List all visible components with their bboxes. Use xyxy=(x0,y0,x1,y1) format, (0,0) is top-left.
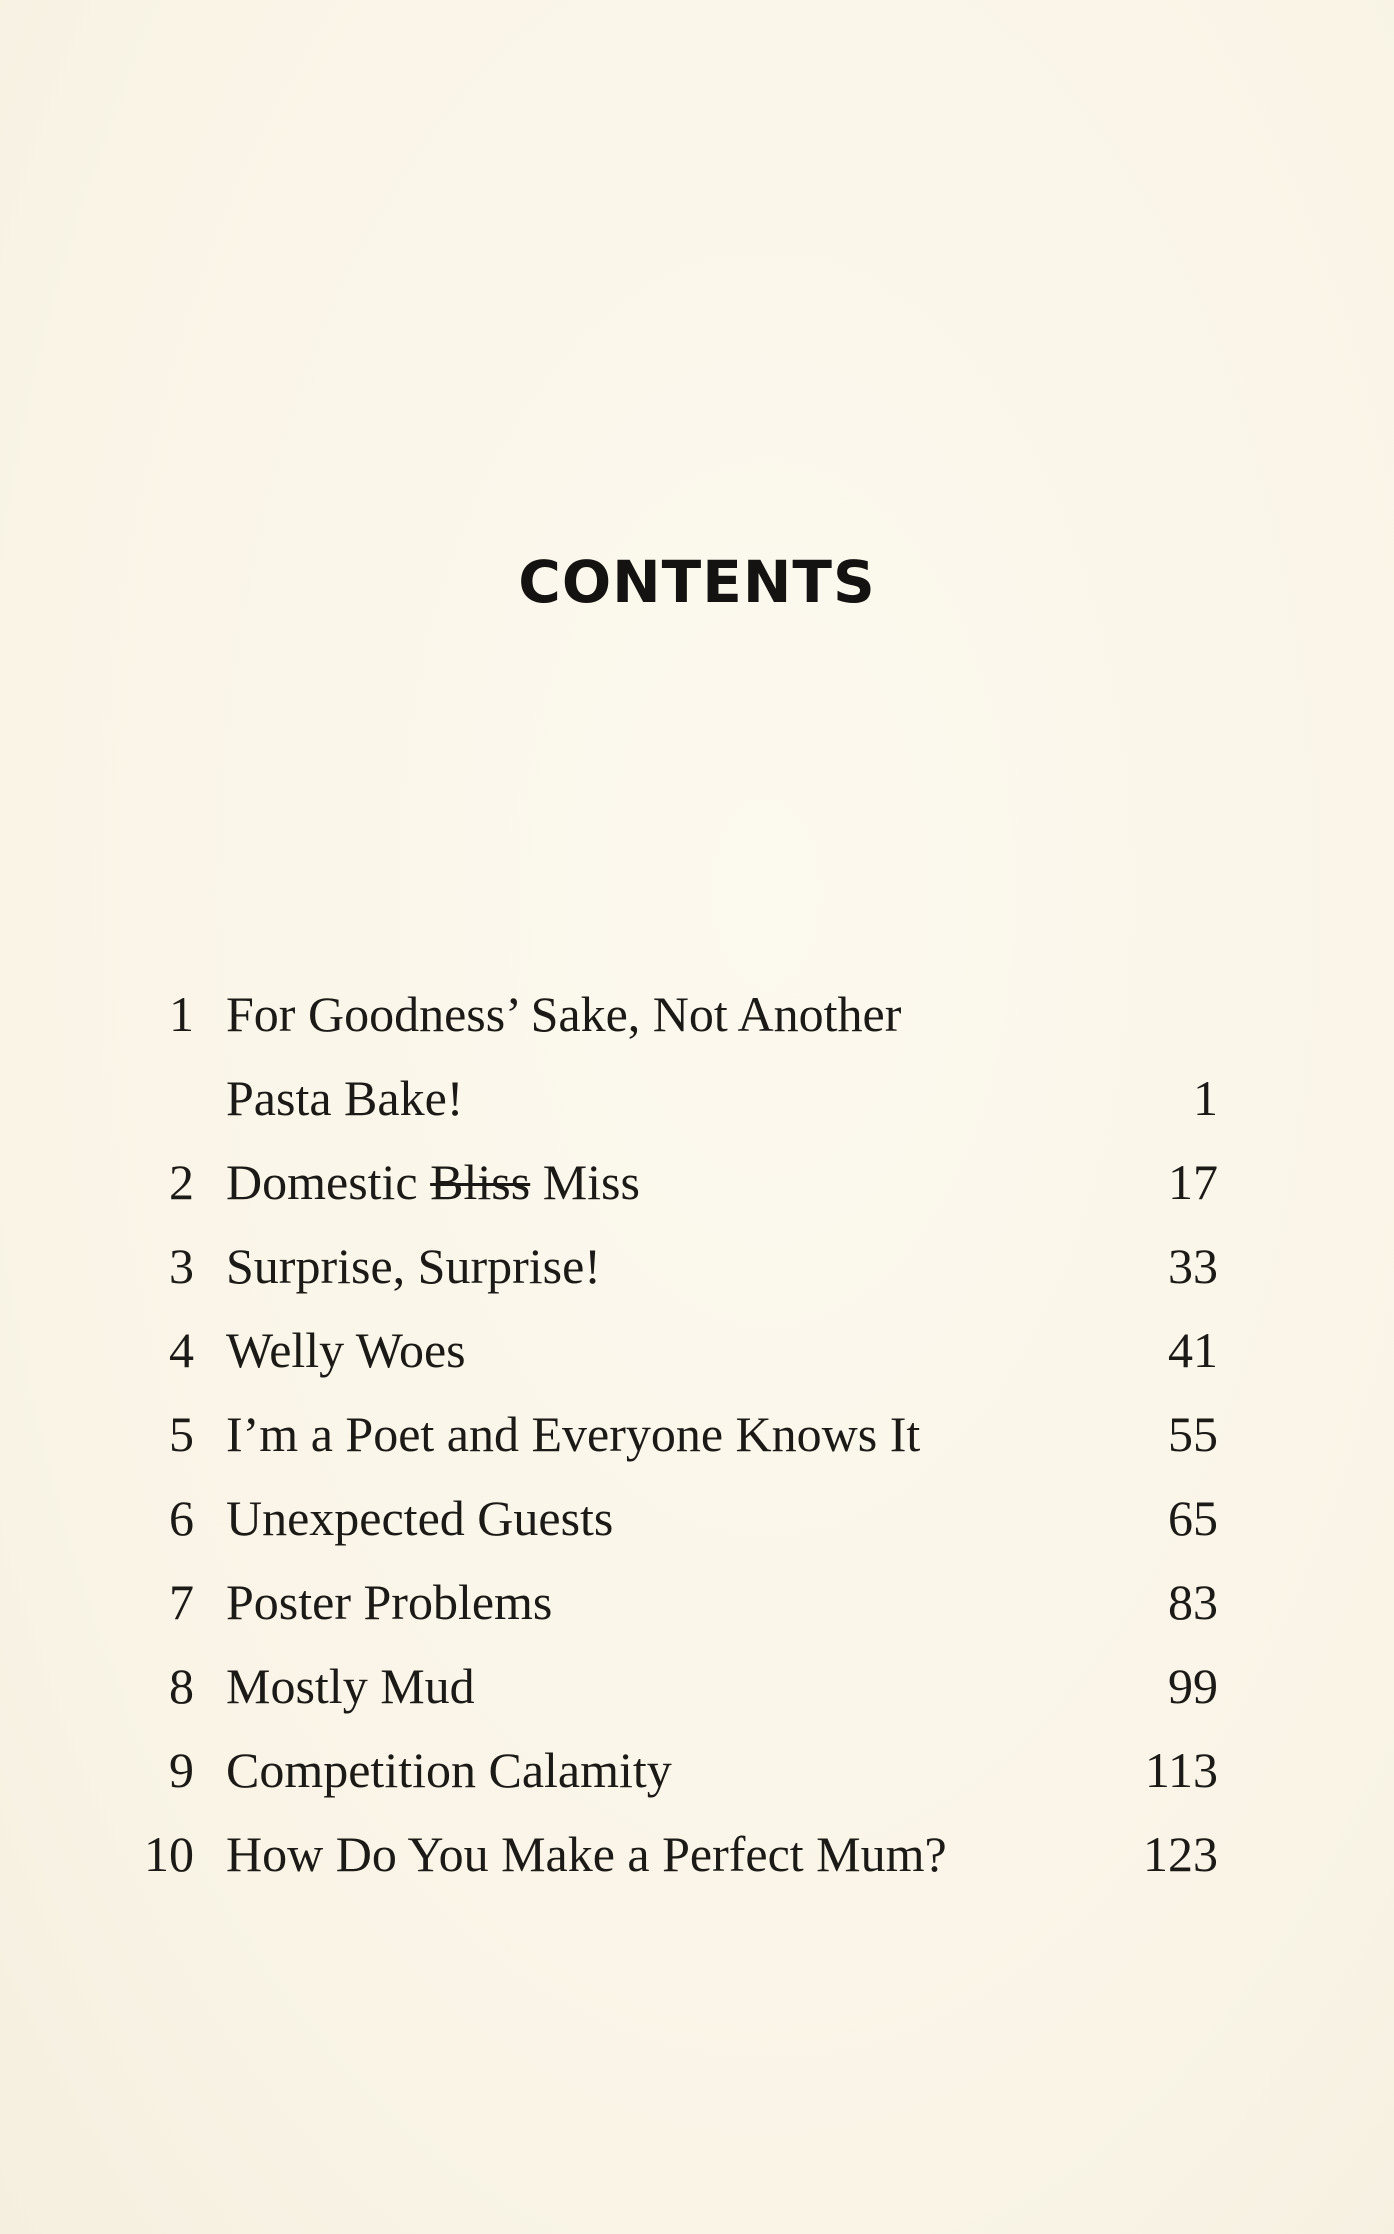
chapter-page-number: 99 xyxy=(1168,1658,1218,1714)
chapter-title-prefix: Domestic xyxy=(226,1154,431,1210)
chapter-title-suffix: Miss xyxy=(530,1154,640,1210)
chapter-title-struck-word: Bliss xyxy=(430,1154,531,1210)
chapter-page-number: 83 xyxy=(1168,1574,1218,1630)
chapter-number: 7 xyxy=(169,1574,194,1630)
chapter-title: How Do You Make a Perfect Mum? xyxy=(226,1826,947,1882)
toc-entry-2 xyxy=(138,1140,1218,1224)
chapter-title: Poster Problems xyxy=(226,1574,553,1630)
toc-entry-5 xyxy=(138,1392,1218,1476)
toc-entry-1 xyxy=(138,972,1218,1056)
chapter-number: 10 xyxy=(144,1826,194,1882)
chapter-page-number: 55 xyxy=(1168,1406,1218,1462)
toc-entry-9 xyxy=(138,1728,1218,1812)
toc-entry-7 xyxy=(138,1560,1218,1644)
toc-entry-10 xyxy=(138,1812,1218,1896)
toc-entry-6 xyxy=(138,1476,1218,1560)
table-of-contents xyxy=(138,972,1218,1896)
chapter-page-number: 1 xyxy=(1193,1070,1218,1126)
chapter-title: Surprise, Surprise! xyxy=(226,1238,601,1294)
chapter-title xyxy=(226,1140,640,1224)
chapter-number: 1 xyxy=(169,986,194,1042)
chapter-title: Unexpected Guests xyxy=(226,1490,614,1546)
chapter-title-continued: Pasta Bake! xyxy=(226,1070,464,1126)
chapter-title: For Goodness’ Sake, Not Another xyxy=(226,986,902,1042)
chapter-page-number: 41 xyxy=(1168,1322,1218,1378)
chapter-number: 4 xyxy=(169,1322,194,1378)
chapter-number: 3 xyxy=(169,1238,194,1294)
chapter-number: 9 xyxy=(169,1742,194,1798)
chapter-number: 2 xyxy=(169,1154,194,1210)
toc-entry-1-continued xyxy=(138,1056,1218,1140)
chapter-page-number: 123 xyxy=(1143,1826,1218,1882)
toc-entry-3 xyxy=(138,1224,1218,1308)
chapter-number: 6 xyxy=(169,1490,194,1546)
chapter-title: Mostly Mud xyxy=(226,1658,475,1714)
toc-entry-4 xyxy=(138,1308,1218,1392)
page-title: CONTENTS xyxy=(518,548,876,616)
chapter-page-number: 33 xyxy=(1168,1238,1218,1294)
chapter-page-number: 17 xyxy=(1168,1154,1218,1210)
chapter-number: 8 xyxy=(169,1658,194,1714)
chapter-number: 5 xyxy=(169,1406,194,1462)
chapter-title: I’m a Poet and Everyone Knows It xyxy=(226,1406,921,1462)
chapter-title: Welly Woes xyxy=(226,1322,466,1378)
chapter-page-number: 65 xyxy=(1168,1490,1218,1546)
chapter-page-number: 113 xyxy=(1144,1742,1218,1798)
chapter-title: Competition Calamity xyxy=(226,1742,672,1798)
toc-entry-8 xyxy=(138,1644,1218,1728)
